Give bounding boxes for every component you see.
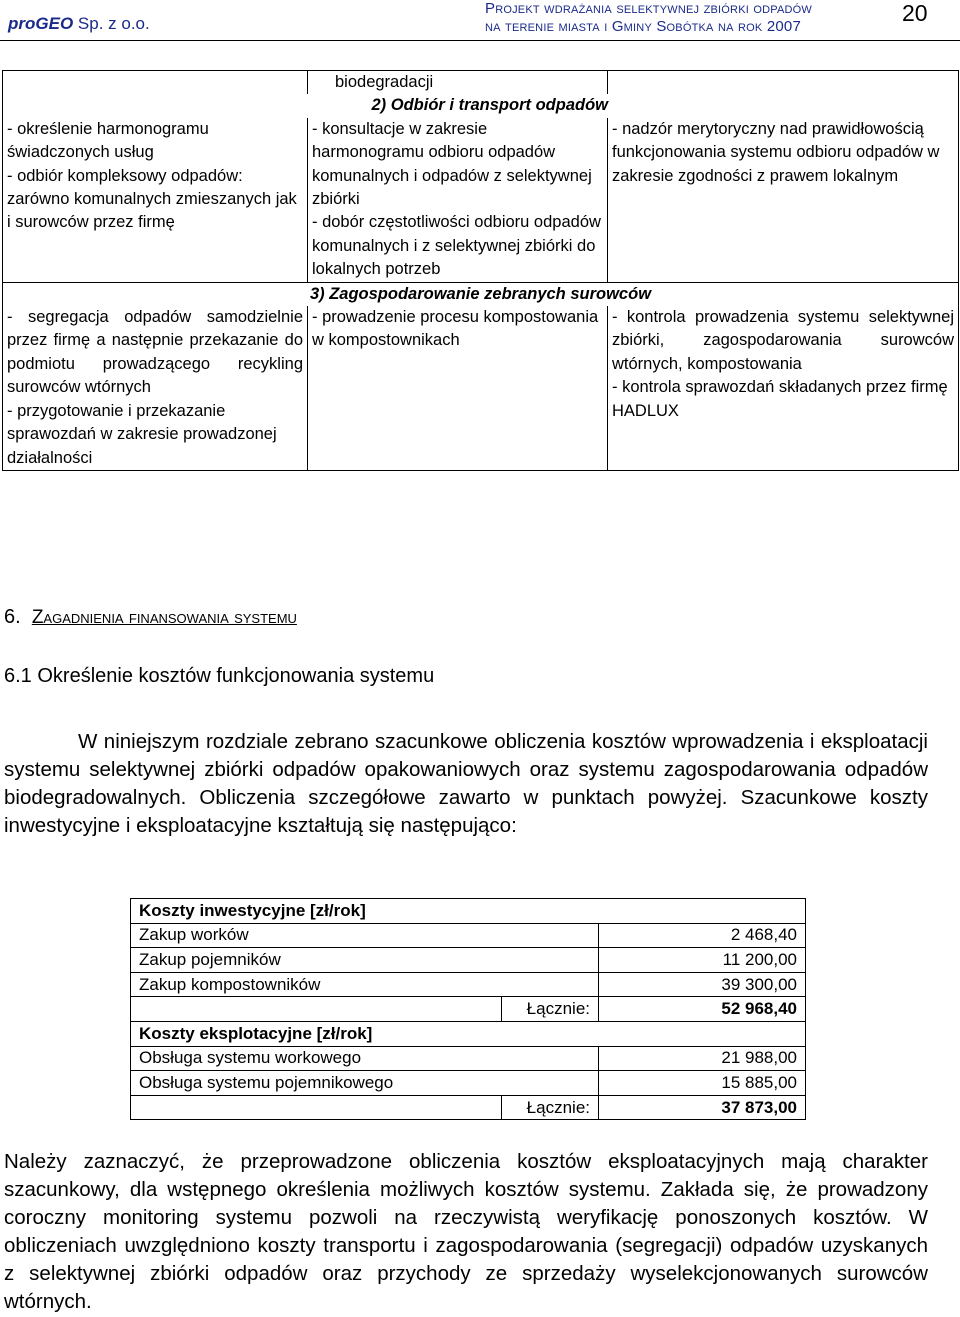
list-item [7,118,303,165]
table-row [3,306,959,470]
invest-total: 52 968,40 [599,997,806,1022]
table-row [3,282,959,306]
table-cell [131,1095,502,1120]
company-name-rest: Sp. z o.o. [73,14,150,33]
row-label: Obsługa systemu pojemnikowego [131,1071,599,1096]
list-item-text: - kontrola prowadzenia systemu selektywnej zbiórki, zagospodarowania surowców wtórnych, kompostowania [612,308,954,373]
paragraph-intro-text: W niniejszym rozdziale zebrano szacunkowe obliczenia kosztów wprowadzenia i eksploatacji systemu selektywnej zbiórki odpadów opakowaniowych oraz systemu zagospodarowania odpadów biodegradowalnych. Obliczenia szczegółowe zawarto w punktach powyżej. Szacunkowe koszty inwestycyjne i eksploatacyjne kształtują się następująco: [4,730,928,837]
row-label: Zakup kompostowników [131,972,599,997]
table-row [131,1071,806,1096]
section6-number: 6. [4,606,21,628]
row-value: 11 200,00 [599,948,806,973]
company-name [8,14,150,34]
list-item-text: - segregacja odpadów samodzielnie przez firmę a następnie przekazanie do podmiotu prowadzącego recykling surowców wtórnych [7,308,303,397]
section6-title: Zagadnienia finansowania systemu [31,607,297,628]
project-title [485,0,812,36]
list-item-text: - kontrola sprawozdań składanych przez firmę HADLUX [612,378,948,420]
operating-total-label: Łącznie: [502,1095,599,1120]
table-cell [308,71,608,95]
list-item [612,306,954,376]
section3-title: 3) Zagospodarowanie zebranych surowców [3,282,959,306]
list-item [312,306,603,353]
invest-header: Koszty inwestycyjne [zł/rok] [131,899,806,924]
list-item [7,400,303,470]
table-cell [3,306,308,470]
responsibilities-table [2,70,959,471]
invest-total-label: Łącznie: [502,997,599,1022]
cost-table [130,898,806,1120]
project-title-line2: na terenie miasta i Gminy Sobótka na rok 2007 [485,18,801,35]
section2-title: 2) Odbiór i transport odpadów [371,96,608,115]
list-item [612,118,954,188]
page-number: 20 [902,0,928,26]
table-row [131,972,806,997]
list-item-text: - prowadzenie procesu kompostowania w kompostownikach [312,308,599,350]
list-item-text: - odbiór kompleksowy odpadów: zarówno komunalnych zmieszanych jak i surowców przez firmę [7,166,297,232]
list-item [612,376,954,423]
row-value: 2 468,40 [599,923,806,948]
list-item [312,211,603,281]
list-item-text: - przygotowanie i przekazanie sprawozdań w zakresie prowadzonej działalności [7,401,277,467]
table-cell [608,71,959,95]
list-item [7,165,303,235]
row-label: Obsługa systemu workowego [131,1046,599,1071]
table-row [131,1095,806,1120]
table-row [131,899,806,924]
row-label: Zakup pojemników [131,948,599,973]
project-title-line1: Projekt wdrażania selektywnej zbiórki odpadów [485,0,812,17]
list-item-text: - nadzór merytoryczny nad prawidłowością funkcjonowania systemu odbioru odpadów w zakresie zgodności z prawem lokalnym [612,119,940,185]
row-value: 15 885,00 [599,1071,806,1096]
table-row [131,923,806,948]
paragraph-note: Należy zaznaczyć, że przeprowadzone obliczenia kosztów eksploatacyjnych mają charakter szacunkowy, dla wstępnego określenia możliwych kosztów systemu. Zakłada się, że prowadzony coroczny monitoring systemu pozwoli na rzeczywistą weryfikację ponoszonych kosztów. W obliczeniach uwzględniono koszty transportu i zagospodarowania (segregacji) odpadów uzyskanych z selektywnej zbiórki odpadów oraz przychody ze sprzedaży wyselekcjonowanych surowców wtórnych. [4,1150,928,1313]
cell-text: biodegradacji [335,73,434,91]
row-value: 39 300,00 [599,972,806,997]
table-cell [608,306,959,470]
table-cell [608,118,959,282]
paragraph-intro [4,728,928,840]
table-cell [308,94,959,117]
table-cell [3,118,308,282]
list-item [312,118,603,212]
table-cell [308,306,608,470]
table-row [131,1021,806,1046]
table-row [3,118,959,282]
list-item-text: - konsultacje w zakresie harmonogramu odbioru odpadów komunalnych i odpadów z selektywnej zbiórki [312,119,592,209]
section6-heading [4,606,297,629]
row-value: 21 988,00 [599,1046,806,1071]
table-cell [3,71,308,95]
table-cell [3,94,308,117]
operating-header: Koszty eksplotacyjne [zł/rok] [131,1021,806,1046]
table-row [131,948,806,973]
table-row [131,997,806,1022]
list-item-text: - dobór częstotliwości odbioru odpadów komunalnych i z selektywnej zbiórki do lokalnych potrzeb [312,213,601,279]
section61-heading: 6.1 Określenie kosztów funkcjonowania systemu [4,665,435,687]
table-cell [131,997,502,1022]
table-row [131,1046,806,1071]
table-row [3,71,959,95]
operating-total: 37 873,00 [599,1095,806,1120]
table-row [3,94,959,117]
table-cell [308,118,608,282]
list-item [7,306,303,400]
company-name-bold: proGEO [8,14,74,33]
list-item-text: - określenie harmonogramu świadczonych usług [7,119,209,162]
header-divider [0,40,960,41]
row-label: Zakup worków [131,923,599,948]
